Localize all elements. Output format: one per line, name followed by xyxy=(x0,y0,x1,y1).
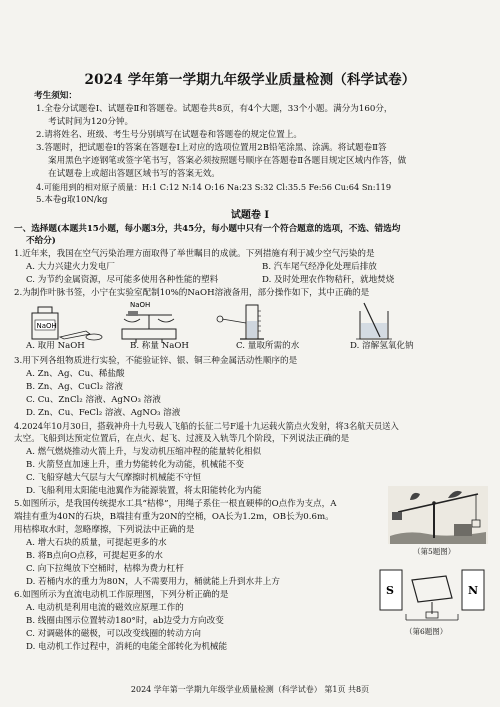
question-2-stem: 2.为制作叶脉书签，小宁在实验室配制10%的NaOH溶液备用，部分操作如下，其中正确的是 xyxy=(14,288,370,298)
q4-option-d: D. 飞船利用太阳能电池翼作为能源装置，将太阳能转化为内能 xyxy=(26,486,262,496)
q1-option-b: B. 汽车尾气经净化处理后排放 xyxy=(262,262,377,272)
notice-line: 2.请将姓名、班级、考生号分别填写在试题卷和答题卷的规定位置上。 xyxy=(36,130,303,140)
question-4-stem: 4.2024年10月30日，搭载神舟十九号载人飞船的长征二号F遥十九运载火箭点火发射，将3名航天员送入 xyxy=(14,421,399,431)
q6-option-a: A. 电动机是利用电流的磁效应原理工作的 xyxy=(26,603,184,613)
question-5-stem-cont: 端挂有重为40N的石块，B端挂有重为20N的空桶，OA长为1.2m，OB长为0.6m。 xyxy=(14,512,334,522)
part-heading: 一、选择题(本题共15小题，每小题3分，共45分，每小题中只有一个符合题意的选项，不选、错选均 xyxy=(14,224,401,234)
section-title: 试题卷 Ⅰ xyxy=(230,210,270,221)
part-heading: 不给分) xyxy=(26,236,56,246)
page-title: 2024 学年第一学期九年级学业质量检测（科学试卷） xyxy=(84,72,416,88)
q2-option-a: A. 取用 NaOH xyxy=(26,341,85,351)
question-4-stem-cont: 太空。飞船到达预定位置后，在点火、起飞、过渡及入轨等几个阶段，下列说法正确的是 xyxy=(14,434,350,444)
q5-option-d: D. 若桶内水的重力为80N，人不需要用力，桶就能上升到水井上方 xyxy=(26,577,280,587)
magnet-pole-n: N xyxy=(468,584,479,597)
question-1-stem: 1.近年来，我国在空气污染治理方面取得了举世瞩目的成就。下列措施有利于减少空气污染的是 xyxy=(14,249,375,259)
q2-figures xyxy=(24,301,484,343)
notice-line: 1.全卷分试题卷Ⅰ、试题卷Ⅱ和答题卷。试题卷共8页，有4个大题，33个小题。满分为160分， xyxy=(36,104,393,114)
q5-option-c: C. 向下拉绳放下空桶时，桔槔为费力杠杆 xyxy=(26,564,184,574)
q5-option-b: B. 将B点向O点移，可提起更多的水 xyxy=(26,551,163,561)
q3-option-a: A. Zn、Ag、Cu、稀盐酸 xyxy=(26,369,125,379)
notice-line: 5.本卷g取10N/kg xyxy=(36,195,108,205)
question-5-stem-cont: 用桔槔取水时，忽略摩擦，下列说法中正确的是 xyxy=(14,525,195,535)
balance-label: NaOH xyxy=(130,301,151,309)
q3-option-c: C. Cu、ZnCl₂ 溶液、AgNO₃ 溶液 xyxy=(26,395,161,405)
q2-option-b: B. 称量 NaOH xyxy=(130,341,189,351)
q1-option-a: A. 大力兴建火力发电厂 xyxy=(26,262,116,272)
q3-option-d: D. Zn、Cu、FeCl₂ 溶液、AgNO₃ 溶液 xyxy=(26,408,181,418)
question-3-stem: 3.用下列各组物质进行实验，不能验证锌、银、铜三种金属活动性顺序的是 xyxy=(14,356,298,366)
q2-option-d: D. 溶解氢氧化钠 xyxy=(350,341,414,351)
bottle-label: NaOH xyxy=(36,322,57,330)
q1-option-d: D. 及时处理农作物秸秆，就地焚烧 xyxy=(262,275,395,285)
q1-option-c: C. 为节约金属资源，尽可能多使用各种性能的塑料 xyxy=(26,275,219,285)
question-5-stem: 5.如图所示，是我国传统提水工具“桔槔”，用绳子系住一根直硬棒的O点作为支点，A xyxy=(14,499,337,509)
graduated-cylinder-icon xyxy=(217,305,264,339)
question-6-stem: 6.如图所示为直流电动机工作原理图，下列分析正确的是 xyxy=(14,590,229,600)
beaker-icon xyxy=(356,303,392,339)
notice-line: 考试时间为120分钟。 xyxy=(48,117,134,127)
q6-figure-caption: （第6题图） xyxy=(405,627,448,636)
notice-line: 4.可能用到的相对原子质量：H:1 C:12 N:14 O:16 Na:23 S:32 Cl:35.5 Fe:56 Cu:64 Sn:119 xyxy=(36,182,392,192)
notice-heading: 考生须知： xyxy=(34,91,77,101)
notice-line: 案用黑色字迹钢笔或签字笔书写，答案必须按照题号顺序在答题卷Ⅱ各题目规定区域内作答，做 xyxy=(48,156,407,166)
well-sweep-figure xyxy=(388,486,488,544)
q4-option-c: C. 飞船穿越大气层与大气摩擦时机械能不守恒 xyxy=(26,473,202,483)
q3-option-b: B. Zn、Ag、CuCl₂ 溶液 xyxy=(26,382,123,392)
q4-option-b: B. 火箭竖直加速上升，重力势能转化为动能，机械能不变 xyxy=(26,460,245,470)
q5-option-a: A. 增大石块的质量，可提起更多的水 xyxy=(26,538,167,548)
q5-figure-caption: （第5题图） xyxy=(413,547,456,556)
magnet-pole-s: S xyxy=(386,584,394,597)
page-footer: 2024 学年第一学期九年级学业质量检测（科学试卷） 第1页 共8页 xyxy=(130,685,370,694)
notice-line: 在试题卷上或超出答题区域书写的答案无效。 xyxy=(48,169,220,179)
q6-option-c: C. 对调磁体的磁极，可以改变线圈的转动方向 xyxy=(26,629,202,639)
q6-option-b: B. 线圈由图示位置转动180°时，ab边受力方向改变 xyxy=(26,616,224,626)
notice-line: 3.答题时，把试题卷Ⅰ的答案在答题卷Ⅰ上对应的选项位置用2B铅笔涂黑、涂满。将试题卷Ⅱ答 xyxy=(36,143,387,153)
q6-option-d: D. 电动机工作过程中，消耗的电能全部转化为机械能 xyxy=(26,642,228,652)
q2-option-c: C. 量取所需的水 xyxy=(236,341,300,351)
reagent-bottle-icon xyxy=(32,307,102,340)
dc-motor-figure xyxy=(376,562,488,624)
balance-icon xyxy=(122,301,176,343)
q4-option-a: A. 燃气燃烧推动火箭上升，与发动机压缩冲程的能量转化相似 xyxy=(26,447,262,457)
